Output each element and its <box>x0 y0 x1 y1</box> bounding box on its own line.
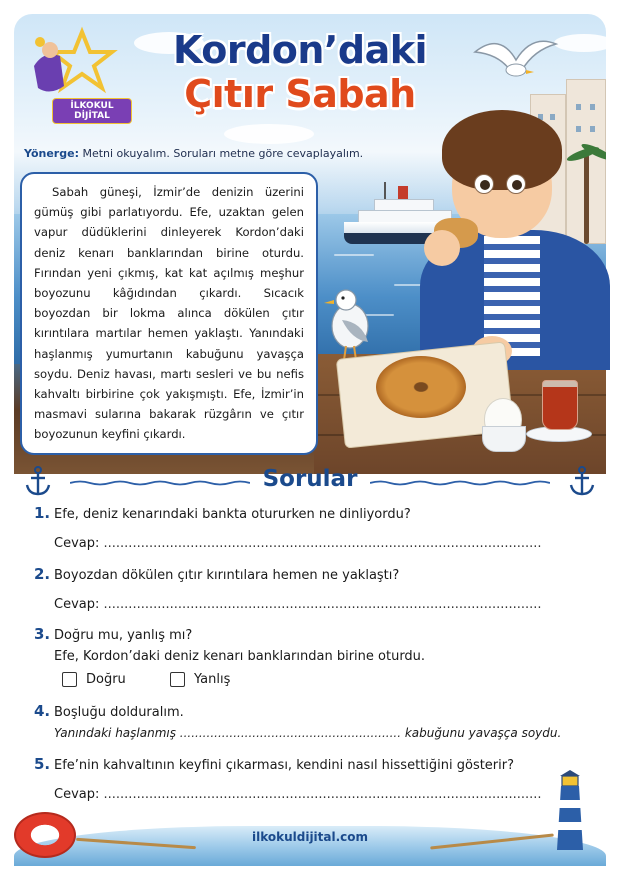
cloud <box>224 124 314 144</box>
boyoz-pastry <box>376 356 466 418</box>
anchor-icon <box>568 466 596 496</box>
egg-cup <box>482 426 526 452</box>
title-line-2: Çıtır Sabah <box>184 72 416 116</box>
lighthouse-icon <box>553 770 587 854</box>
question-text: Efe, deniz kenarındaki bankta otururken ne dinliyordu? <box>54 507 411 522</box>
anchor-icon <box>24 466 52 496</box>
questions-title: Sorular <box>262 466 358 492</box>
option-true[interactable]: Doğru <box>62 672 126 687</box>
seagull-sitting-icon <box>322 282 378 362</box>
seagull-icon <box>470 30 560 100</box>
true-false-statement: Efe, Kordon’daki deniz kenarı banklarından birine oturdu. <box>54 649 426 664</box>
lifebuoy-icon <box>14 812 76 858</box>
checkbox[interactable] <box>62 672 77 687</box>
instruction <box>24 147 363 160</box>
page-title <box>150 28 450 116</box>
checkbox[interactable] <box>170 672 185 687</box>
option-false[interactable]: Yanlış <box>170 672 230 687</box>
cloud <box>554 34 606 52</box>
question-3: 3. Doğru mu, yanlış mı? <box>34 625 193 643</box>
answer-line-2[interactable]: Cevap: .......................................................................................................... <box>54 597 542 612</box>
footer <box>14 800 606 866</box>
title-line-1: Kordon’daki <box>172 28 428 72</box>
site-logo <box>20 26 132 120</box>
boy-illustration <box>420 110 610 370</box>
story-text: Sabah güneşi, İzmir’de denizin üzerini gümüş gibi parlatıyordu. Efe, uzaktan gelen vapur düdüklerini dinleyerek Kordon’daki deniz kenarı banklarından birine oturdu. Fırından yeni çıkmış, kat kat açılmış meşhur boyozunu kâğıdından çıkardı. Sıcacık boyozdan bir lokma alınca dökülen çıtır kırıntılara martılar hemen yaklaştı. Yanındaki haşlanmış yumurtanın kabuğunu yavaşça soydu. Deniz havası, martı sesleri ve bu nefis kahvaltı birbirine çok yakışmıştı. Efe, İzmir’in masmavi sularına bakarak rüzgârın ve çıtır boyozunun keyfini çıkardı. <box>34 185 304 442</box>
answer-line-5[interactable]: Cevap: .......................................................................................................... <box>54 787 542 802</box>
fill-in-blank[interactable]: Yanındaki haşlanmış .......................................................... kabuğunu yavaşça soydu. <box>54 726 562 740</box>
instruction-label: Yönerge: <box>24 147 79 160</box>
story-box <box>20 172 318 455</box>
question-text: Boşluğu dolduralım. <box>54 705 184 720</box>
question-1: 1. Efe, deniz kenarındaki bankta otururken ne dinliyordu? <box>34 504 411 522</box>
question-text: Efe’nin kahvaltının keyfini çıkarması, kendini nasıl hissettiğini gösterir? <box>54 758 515 773</box>
question-text: Boyozdan dökülen çıtır kırıntılara hemen ne yaklaştı? <box>54 568 400 583</box>
questions-header <box>0 462 620 502</box>
answer-line-1[interactable]: Cevap: .......................................................................................................... <box>54 536 542 551</box>
footer-url[interactable]: ilkokuldijital.com <box>251 830 369 844</box>
question-2: 2. Boyozdan dökülen çıtır kırıntılara hemen ne yaklaştı? <box>34 565 400 583</box>
question-text: Doğru mu, yanlış mı? <box>54 628 193 643</box>
tea-glass <box>542 380 578 430</box>
question-4: 4. Boşluğu dolduralım. <box>34 702 184 720</box>
question-5: 5. Efe’nin kahvaltının keyfini çıkarması, kendini nasıl hissettiğini gösterir? <box>34 755 515 773</box>
logo-text: İLKOKUL DİJİTAL <box>52 98 132 124</box>
instruction-text: Metni okuyalım. Soruları metne göre cevaplayalım. <box>78 147 364 160</box>
